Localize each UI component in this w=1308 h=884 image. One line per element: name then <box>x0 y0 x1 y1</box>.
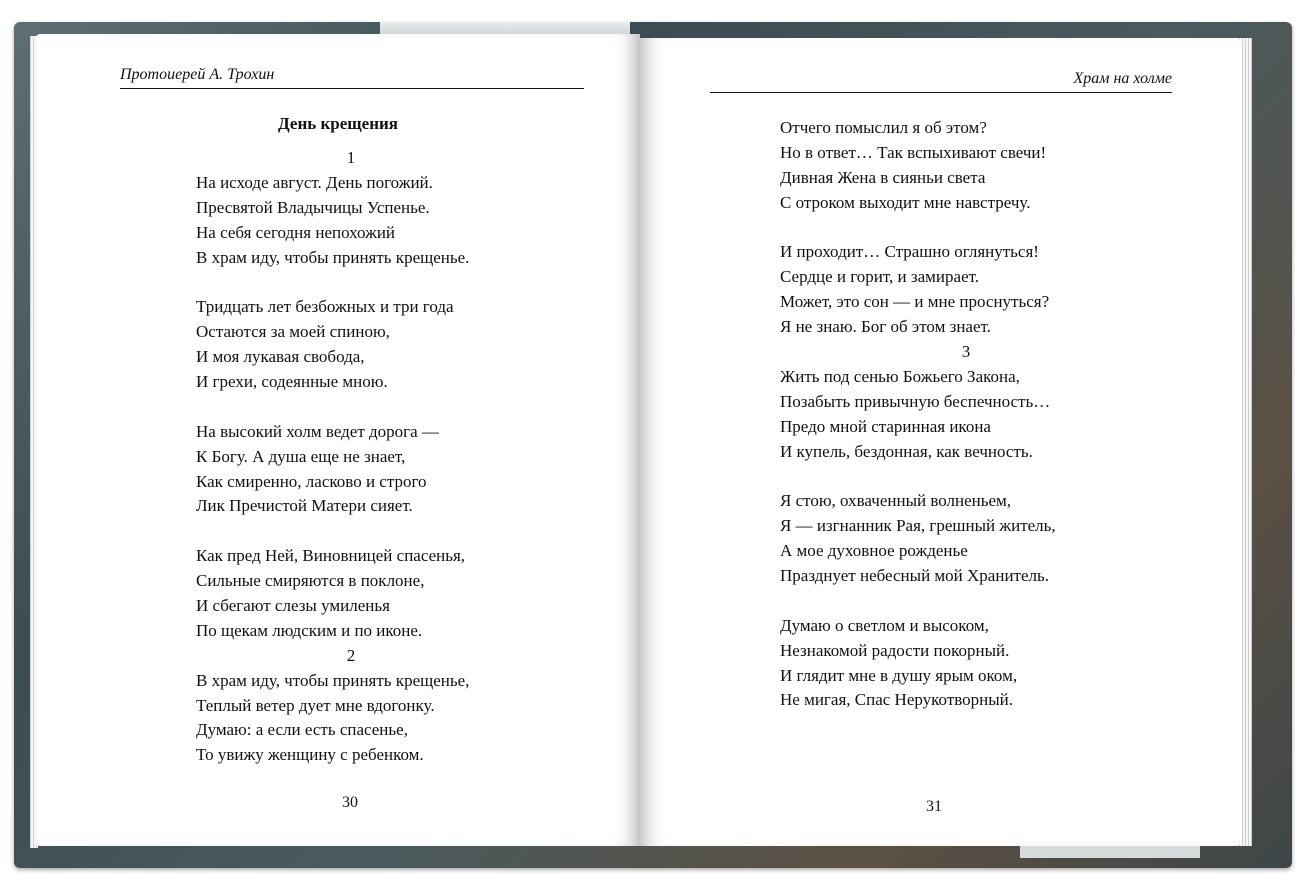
verse-line: На высокий холм ведет дорога — <box>196 421 439 441</box>
poem-title: День крещения <box>278 114 398 133</box>
verse-line: Дивная Жена в сияньи света <box>780 167 986 187</box>
page-number: 30 <box>342 794 358 811</box>
verse-line: По щекам людским и по иконе. <box>196 620 423 640</box>
section-number: 3 <box>961 342 971 362</box>
verse-line: Пресвятой Владычицы Успенье. <box>196 197 430 217</box>
verse-line: И купель, бездонная, как вечность. <box>780 441 1033 461</box>
verse-line: Тридцать лет безбожных и три года <box>196 297 454 317</box>
verse-line: Я стою, охваченный волненьем, <box>780 491 1012 511</box>
verse-line: Я — изгнанник Рая, грешный житель, <box>780 516 1056 536</box>
verse-line: Думаю о светлом и высоком, <box>780 615 989 635</box>
verse-line: В храм иду, чтобы принять крещенье, <box>196 670 470 690</box>
page-number: 31 <box>926 798 942 815</box>
running-head-book-title: Храм на холме <box>710 70 1172 93</box>
stanza-break <box>196 395 526 420</box>
verse-line: Как пред Ней, Виновницей спасенья, <box>196 546 466 566</box>
verse-line: Но в ответ… Так вспыхивают свечи! <box>780 142 1047 162</box>
verse-line: И глядит мне в душу ярым оком, <box>780 665 1018 685</box>
verse-line: Позабыть привычную беспечность… <box>780 391 1051 411</box>
verse-line: Теплый ветер дует мне вдогонку. <box>196 695 435 715</box>
verse-line: И проходит… Страшно оглянуться! <box>780 242 1039 262</box>
section-number: 1 <box>346 148 356 167</box>
stanza-break <box>780 589 1120 614</box>
verse-line: Остаются за моей спиною, <box>196 322 390 342</box>
verse-line: А мое духовное рожденье <box>780 541 968 561</box>
verse-line: Как смиренно, ласково и строго <box>196 471 427 491</box>
verse-line: То увижу женщину с ребенком. <box>196 745 424 765</box>
stanza-break <box>196 270 526 295</box>
verse-line: И моя лукавая свобода, <box>196 347 365 367</box>
verse-line: И грехи, содеянные мною. <box>196 372 388 392</box>
verse-line: Я не знаю. Бог об этом знает. <box>780 317 991 337</box>
right-page <box>640 38 1242 846</box>
verse-line: Незнакомой радости покорный. <box>780 640 1010 660</box>
verse-line: И сбегают слезы умиленья <box>196 596 390 616</box>
stanza-break <box>780 464 1120 489</box>
verse-line: Предо мной старинная икона <box>780 416 991 436</box>
running-head-author: Протоиерей А. Трохин <box>120 66 584 89</box>
stanza-break <box>196 519 526 544</box>
verse-line: Празднует небесный мой Хранитель. <box>780 566 1050 586</box>
cover-highlight-bottom <box>1020 846 1200 858</box>
verse-line: Сердце и горит, и замирает. <box>780 267 980 287</box>
verse-line: Лик Пречистой Матери сияет. <box>196 496 413 516</box>
verse-line: На исходе август. День погожий. <box>196 172 433 192</box>
right-poem-text <box>780 116 1120 713</box>
verse-line: Думаю: а если есть спасенье, <box>196 720 408 740</box>
stanza-break <box>780 216 1120 241</box>
left-poem-text <box>196 146 526 768</box>
verse-line: Сильные смиряются в поклоне, <box>196 571 425 591</box>
verse-line: Не мигая, Спас Нерукотворный. <box>780 690 1014 710</box>
verse-line: В храм иду, чтобы принять крещенье. <box>196 247 470 267</box>
verse-line: С отроком выходит мне навстречу. <box>780 192 1031 212</box>
verse-line: Может, это сон — и мне проснуться? <box>780 292 1050 312</box>
verse-line: Отчего помыслил я об этом? <box>780 118 987 137</box>
verse-line: К Богу. А душа еще не знает, <box>196 446 406 466</box>
verse-line: На себя сегодня непохожий <box>196 222 396 242</box>
left-page <box>36 34 640 846</box>
section-number: 2 <box>346 645 356 665</box>
verse-line: Жить под сенью Божьего Закона, <box>780 366 1020 386</box>
